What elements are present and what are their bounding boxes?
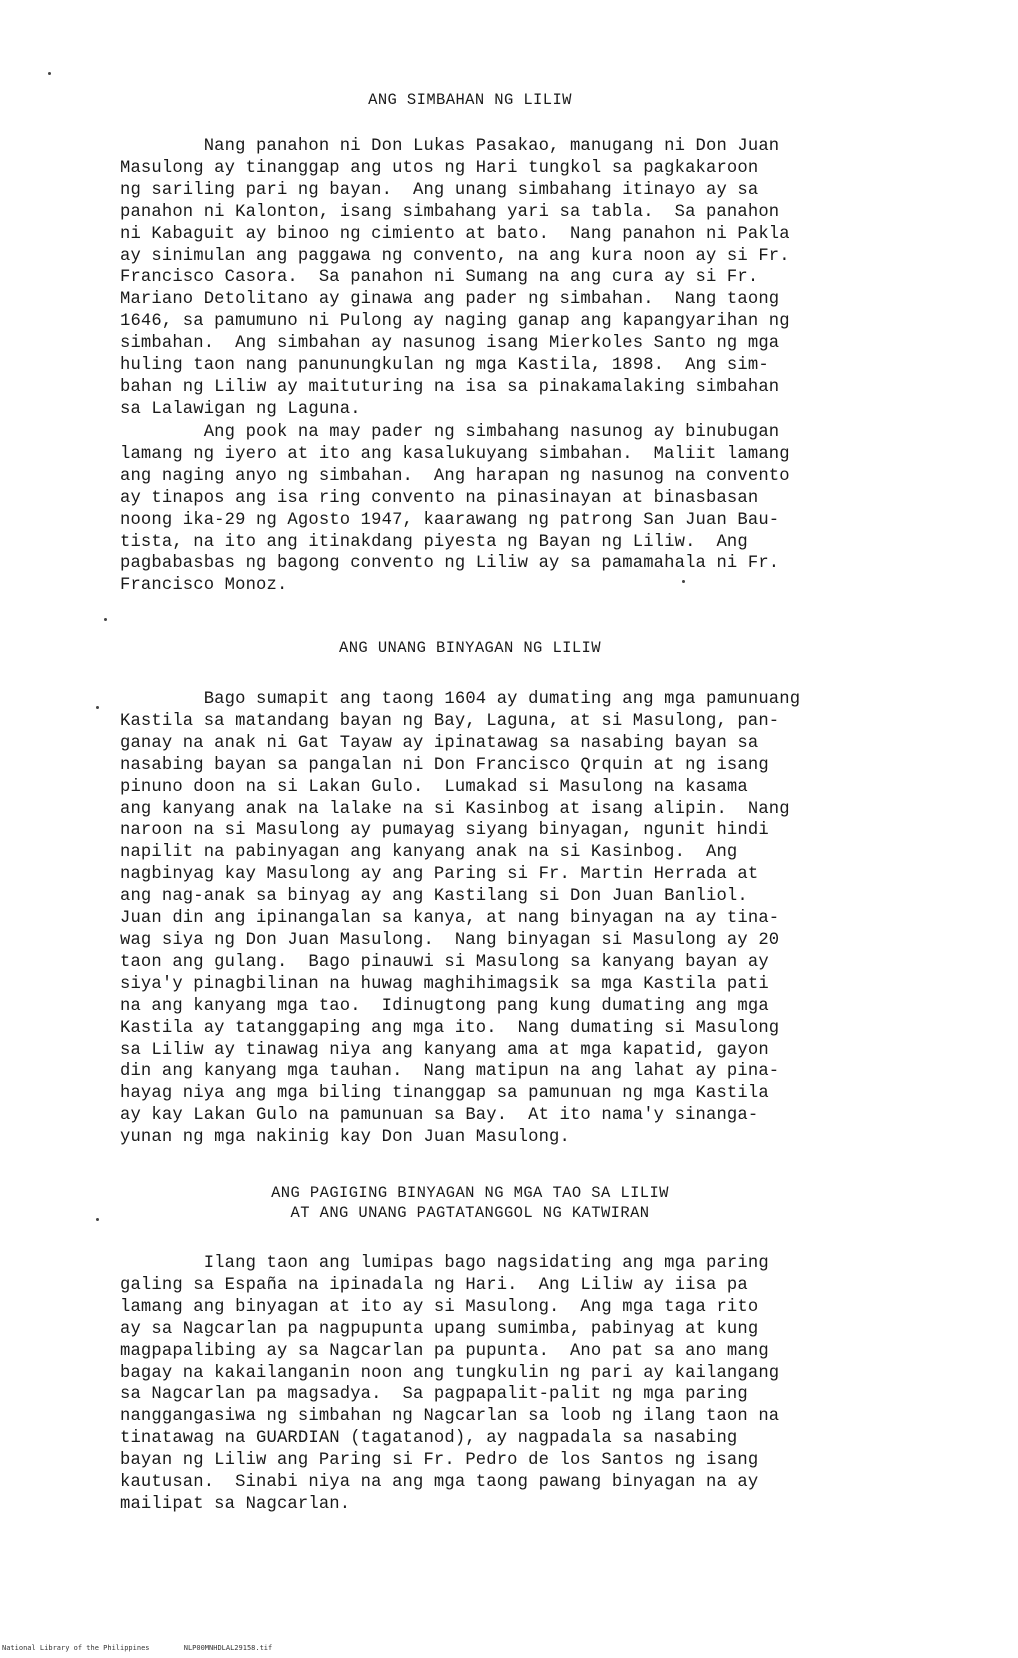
scan-speck <box>48 72 51 75</box>
text-line: pinuno doon na si Lakan Gulo. Lumakad si Masulong na kasama <box>120 777 748 797</box>
text-line: bahan ng Liliw ay maituturing na isa sa pinakamalaking simbahan <box>120 377 780 397</box>
text-line: noong ika-29 ng Agosto 1947, kaarawang ng patrong San Juan Bau- <box>120 510 780 530</box>
text-line: ang naging anyo ng simbahan. Ang harapan ng nasunog na convento <box>120 466 790 486</box>
text-line: panahon ni Kalonton, isang simbahang yari sa tabla. Sa panahon <box>120 202 780 222</box>
text-line: wag siya ng Don Juan Masulong. Nang binyagan si Masulong ay 20 <box>120 930 780 950</box>
text-line: Nang panahon ni Don Lukas Pasakao, manugang ni Don Juan <box>120 137 780 156</box>
paragraph-simbahan-2 <box>120 422 910 597</box>
scan-footer <box>2 1644 302 1652</box>
text-line: Ilang taon ang lumipas bago nagsidating ang mga paring <box>120 1254 769 1273</box>
text-line: din ang kanyang mga tauhan. Nang matipun na ang lahat ay pina- <box>120 1062 780 1082</box>
text-line: bayan ng Liliw ang Paring si Fr. Pedro de los Santos ng isang <box>120 1451 759 1471</box>
scan-speck <box>682 580 685 583</box>
text-line: pagbabasbas ng bagong convento ng Liliw ay sa pamamahala ni Fr. <box>120 554 780 574</box>
text-line: kautusan. Sinabi niya na ang mga taong pawang binyagan na ay <box>120 1473 759 1493</box>
text-line: Masulong ay tinanggap ang utos ng Hari tungkol sa pagkakaroon <box>120 158 759 178</box>
footer-filename: NLP00MNHDLAL29158.tif <box>183 1644 273 1652</box>
section-title-simbahan: ANG SIMBAHAN NG LILIW <box>368 91 572 109</box>
text-line: magpapalibing ay sa Nagcarlan pa pupunta. Ano pat sa ano mang <box>120 1341 769 1361</box>
section-title-pagiging-binyagan: ANG PAGIGING BINYAGAN NG MGA TAO SA LILIW <box>271 1184 669 1202</box>
text-line: sa Liliw ay tinawag niya ang kanyang ama at mga kapatid, gayon <box>120 1040 769 1060</box>
footer-archive: National Library of the Philippines <box>2 1644 150 1652</box>
text-line: lamang ng iyero at ito ang kasalukuyang simbahan. Maliit lamang <box>120 444 790 464</box>
text-line: simbahan. Ang simbahan ay nasunog isang Mierkoles Santo ng mga <box>120 334 780 354</box>
text-line: sa Lalawigan ng Laguna. <box>120 399 361 419</box>
text-line: napilit na pabinyagan ang kanyang anak na si Kasinbog. Ang <box>120 843 738 863</box>
text-line: Kastila sa matandang bayan ng Bay, Laguna, at si Masulong, pan- <box>120 711 780 731</box>
text-line: Kastila ay tatanggaping ang mga ito. Nang dumating si Masulong <box>120 1018 780 1038</box>
text-line: Mariano Detolitano ay ginawa ang pader ng simbahan. Nang taong <box>120 290 780 310</box>
paragraph-simbahan-1 <box>120 136 910 421</box>
text-line: sa Nagcarlan pa magsadya. Sa pagpapalit-palit ng mga paring <box>120 1385 748 1405</box>
text-line: siya'y pinagbilinan na huwag maghihimagsik sa mga Kastila pati <box>120 974 769 994</box>
paragraph-pagiging-binyagan-1 <box>120 1253 910 1516</box>
text-line: ganay na anak ni Gat Tayaw ay ipinatawag sa nasabing bayan sa <box>120 733 759 753</box>
text-line: ay kay Lakan Gulo na pamunuan sa Bay. At ito nama'y sinanga- <box>120 1106 759 1126</box>
text-line: taon ang gulang. Bago pinauwi si Masulong sa kanyang bayan ay <box>120 952 769 972</box>
text-line: nanggangasiwa ng simbahan ng Nagcarlan sa loob ng ilang taon na <box>120 1407 780 1427</box>
text-line: tista, na ito ang itinakdang piyesta ng Bayan ng Liliw. Ang <box>120 532 748 552</box>
text-line: Francisco Monoz. <box>120 576 288 596</box>
text-line: ng sariling pari ng bayan. Ang unang simbahang itinayo ay sa <box>120 180 759 200</box>
text-line: ay tinapos ang isa ring convento na pinasinayan at binasbasan <box>120 488 759 508</box>
text-line: nasabing bayan sa pangalan ni Don Francisco Qrquin at ng isang <box>120 755 769 775</box>
text-line: huling taon nang panunungkulan ng mga Kastila, 1898. Ang sim- <box>120 356 769 376</box>
section-subtitle-katwiran: AT ANG UNANG PAGTATANGGOL NG KATWIRAN <box>290 1204 650 1222</box>
text-line: mailipat sa Nagcarlan. <box>120 1494 351 1514</box>
text-line: ay sinimulan ang paggawa ng convento, na ang kura noon ay si Fr. <box>120 246 790 266</box>
text-line: lamang ang binyagan at ito ay si Masulong. Ang mga taga rito <box>120 1297 759 1317</box>
text-line: nagbinyag kay Masulong ay ang Paring si Fr. Martin Herrada at <box>120 865 759 885</box>
text-line: yunan ng mga nakinig kay Don Juan Masulong. <box>120 1128 570 1148</box>
text-line: Juan din ang ipinangalan sa kanya, at nang binyagan na ay tina- <box>120 909 780 929</box>
text-line: Bago sumapit ang taong 1604 ay dumating ang mga pamunuang <box>120 690 801 709</box>
section-title-binyagan: ANG UNANG BINYAGAN NG LILIW <box>339 639 601 657</box>
text-line: na ang kanyang mga tao. Idinugtong pang kung dumating ang mga <box>120 996 769 1016</box>
text-line: naroon na si Masulong ay pumayag siyang binyagan, ngunit hindi <box>120 821 769 841</box>
scan-speck <box>96 706 99 709</box>
text-line: bagay na kakailanganin noon ang tungkulin ng pari ay kailangang <box>120 1363 780 1383</box>
scan-speck <box>96 1218 99 1221</box>
text-line: ni Kabaguit ay binoo ng cimiento at bato. Nang panahon ni Pakla <box>120 224 790 244</box>
text-line: ang kanyang anak na lalake na si Kasinbog at isang alipin. Nang <box>120 799 790 819</box>
text-line: ang nag-anak sa binyag ay ang Kastilang si Don Juan Banliol. <box>120 887 748 907</box>
text-line: tinatawag na GUARDIAN (tagatanod), ay nagpadala sa nasabing <box>120 1429 738 1449</box>
text-line: galing sa España na ipinadala ng Hari. Ang Liliw ay iisa pa <box>120 1275 748 1295</box>
text-line: 1646, sa pamumuno ni Pulong ay naging ganap ang kapangyarihan ng <box>120 312 790 332</box>
text-line: Francisco Casora. Sa panahon ni Sumang na ang cura ay si Fr. <box>120 268 759 288</box>
text-line: ay sa Nagcarlan pa nagpupunta upang sumimba, pabinyag at kung <box>120 1319 759 1339</box>
text-line: Ang pook na may pader ng simbahang nasunog ay binubugan <box>120 423 780 442</box>
text-line: hayag niya ang mga biling tinanggap sa pamunuan ng mga Kastila <box>120 1084 769 1104</box>
paragraph-binyagan-1 <box>120 689 910 1149</box>
scan-speck <box>104 618 107 621</box>
